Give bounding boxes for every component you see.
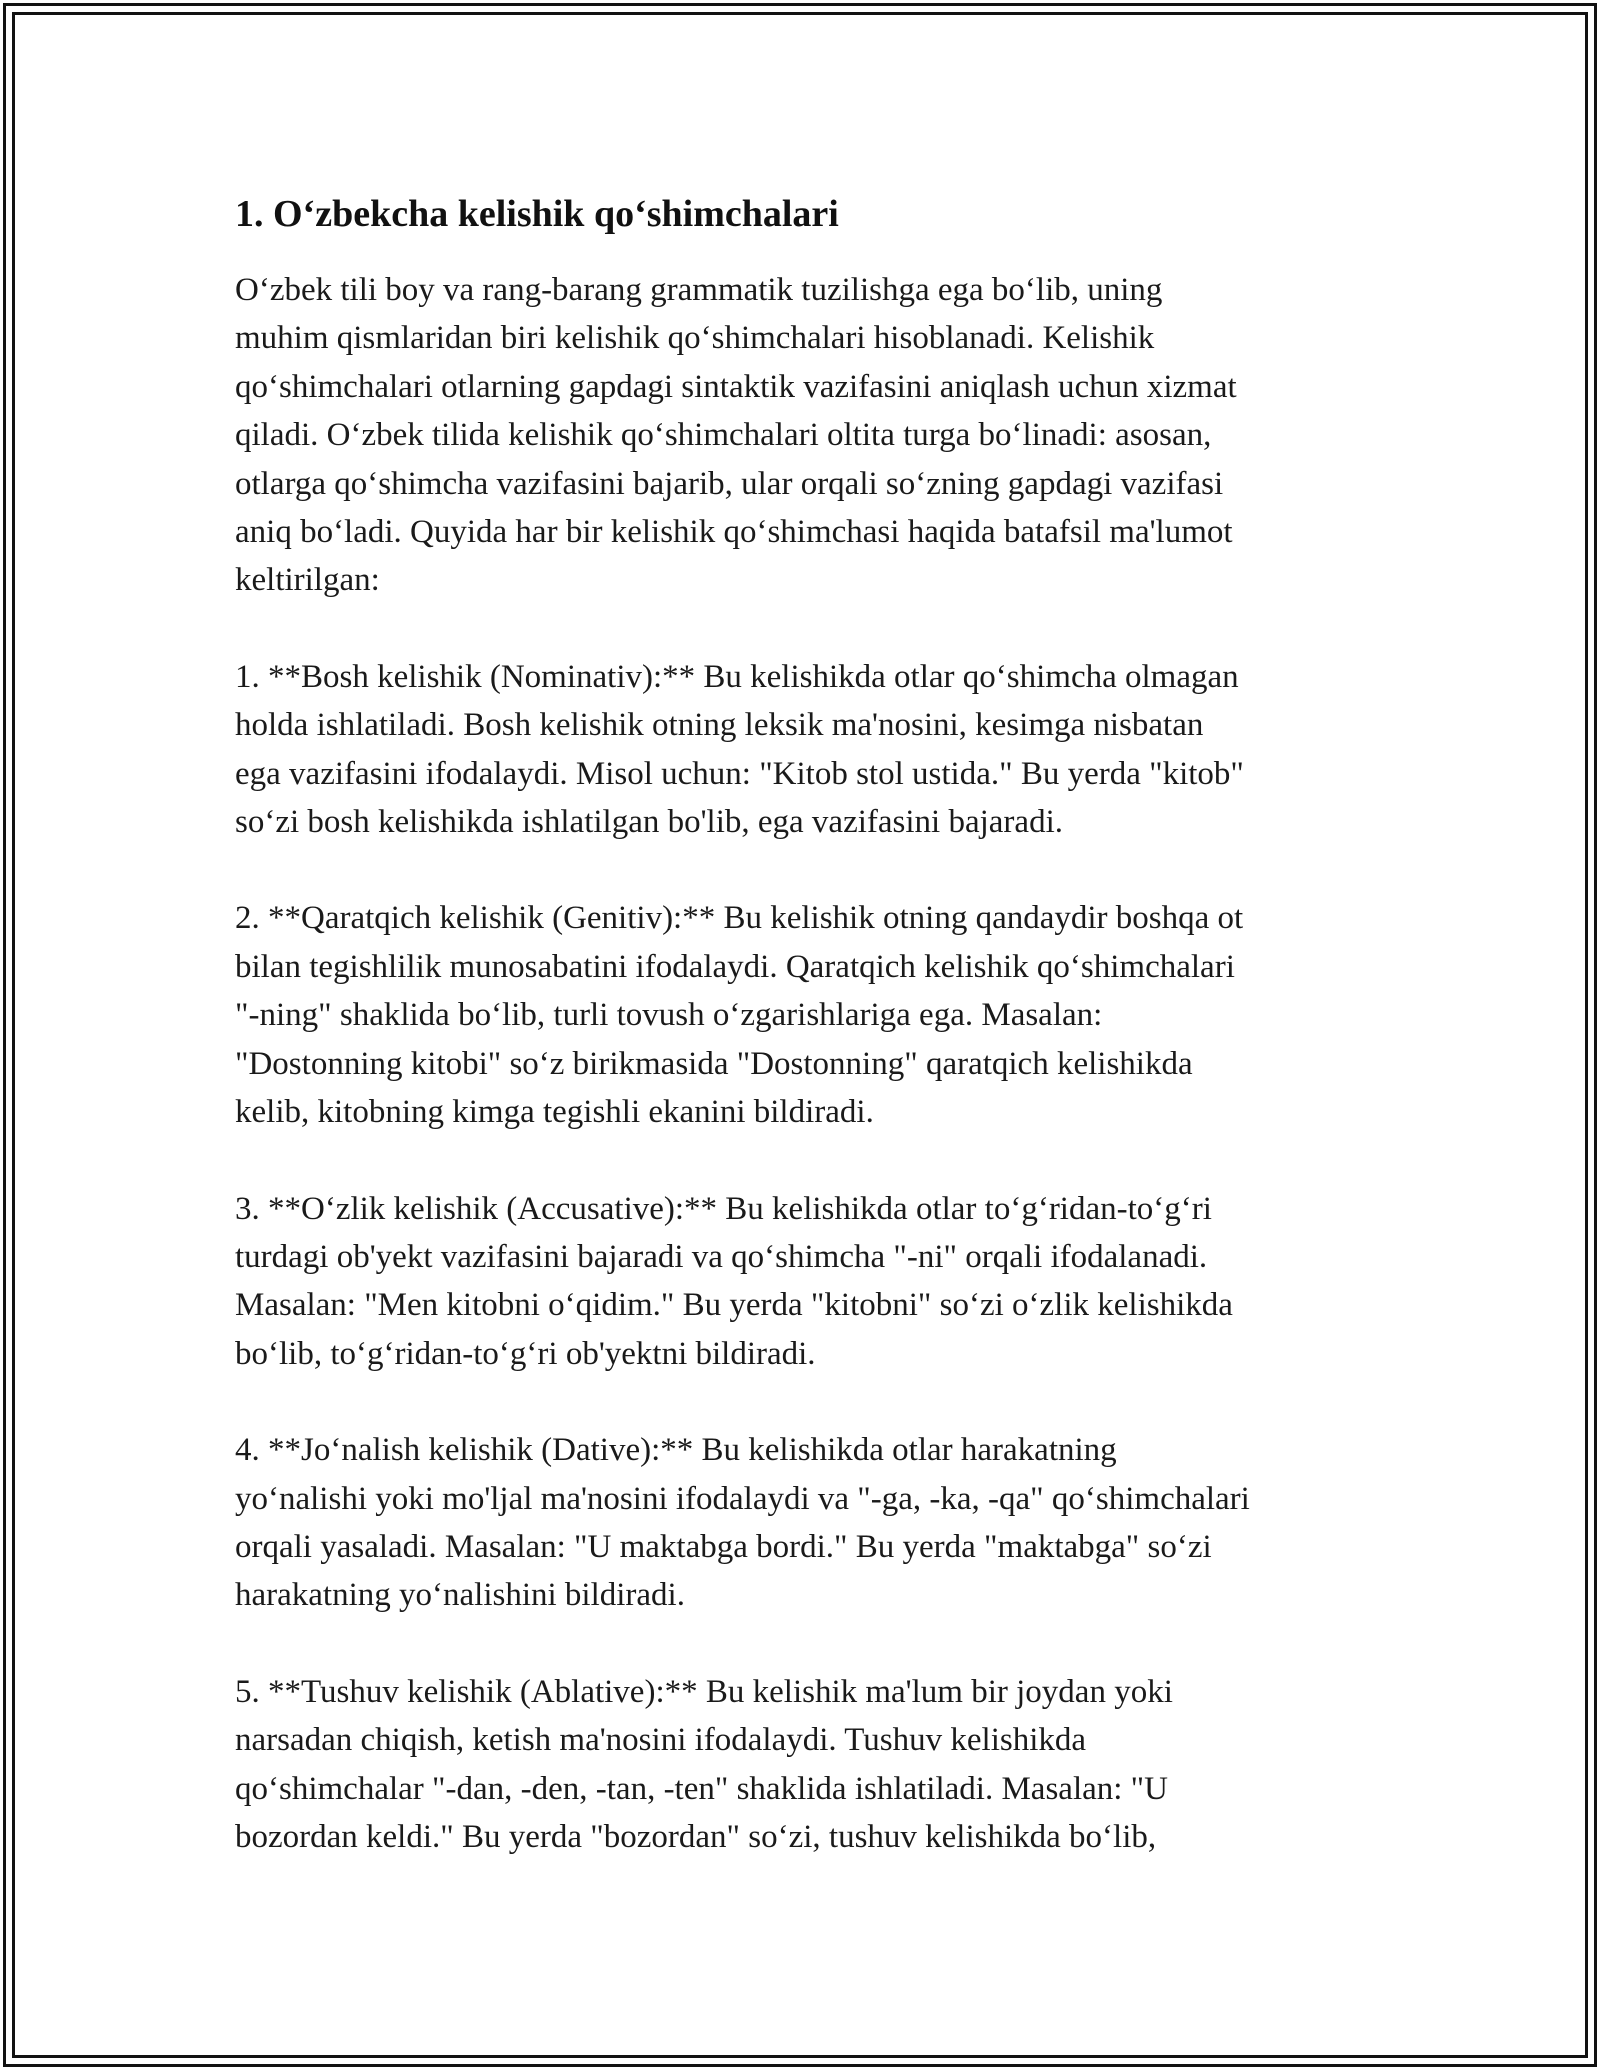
- nominative-case-paragraph: 1. **Bosh kelishik (Nominativ):** Bu kelishikda otlar qoʻshimcha olmagan holda ishlatiladi. Bosh kelishik otning leksik ma'nosini, kesimga nisbatan ega vazifasini ifodalaydi. Misol uchun: "Kitob stol ustida." Bu yerda "kitob" soʻzi bosh kelishikda ishlatilgan bo'lib, ega vazifasini bajaradi.: [235, 658, 1244, 841]
- intro-paragraph: Oʻzbek tili boy va rang-barang grammatik tuzilishga ega boʻlib, uning muhim qismlaridan biri kelishik qoʻshimchalari hisoblanadi. Kelishik qoʻshimchalari otlarning gapdagi sintaktik vazifasini aniqlash uchun xizmat qiladi. Oʻzbek tilida kelishik qoʻshimchalari oltita turga boʻlinadi: asosan, otlarga qoʻshimcha vazifasini bajarib, ular orqali soʻzning gapdagi vazifasi aniq boʻladi. Quyida har bir kelishik qoʻshimchasi haqida batafsil ma'lumot keltirilgan:: [235, 272, 1237, 599]
- genitive-case-paragraph: 2. **Qaratqich kelishik (Genitiv):** Bu kelishik otning qandaydir boshqa ot bilan tegishlilik munosabatini ifodalaydi. Qaratqich kelishik qoʻshimchalari "-ning" shaklida boʻlib, turli tovush oʻzgarishlariga ega. Masalan: "Dostonning kitobi" soʻz birikmasida "Dostonning" qaratqich kelishikda kelib, kitobning kimga tegishli ekanini bildiradi.: [235, 900, 1244, 1131]
- accusative-case-paragraph: 3. **Oʻzlik kelishik (Accusative):** Bu kelishikda otlar toʻgʻridan-toʻgʻri turdagi ob'yekt vazifasini bajaradi va qoʻshimcha "-ni" orqali ifodalanadi. Masalan: "Men kitobni oʻqidim." Bu yerda "kitobni" soʻzi oʻzlik kelishikda boʻlib, toʻgʻridan-toʻgʻri ob'yektni bildiradi.: [235, 1190, 1233, 1372]
- dative-case-paragraph: 4. **Joʻnalish kelishik (Dative):** Bu kelishikda otlar harakatning yoʻnalishi yoki mo'ljal ma'nosini ifodalaydi va "-ga, -ka, -qa" qoʻshimchalari orqali yasaladi. Masalan: "U maktabga bordi." Bu yerda "maktabga" soʻzi harakatning yoʻnalishini bildiradi.: [235, 1432, 1250, 1614]
- ablative-case-paragraph: 5. **Tushuv kelishik (Ablative):** Bu kelishik ma'lum bir joydan yoki narsadan chiqish, ketish ma'nosini ifodalaydi. Tushuv kelishikda qoʻshimchalar "-dan, -den, -tan, -ten" shaklida ishlatiladi. Masalan: "U bozordan keldi." Bu yerda "bozordan" soʻzi, tushuv kelishikda boʻlib,: [235, 1673, 1173, 1855]
- document-body: [235, 188, 1375, 1909]
- section-heading: 1. Oʻzbekcha kelishik qoʻshimchalari: [235, 193, 839, 235]
